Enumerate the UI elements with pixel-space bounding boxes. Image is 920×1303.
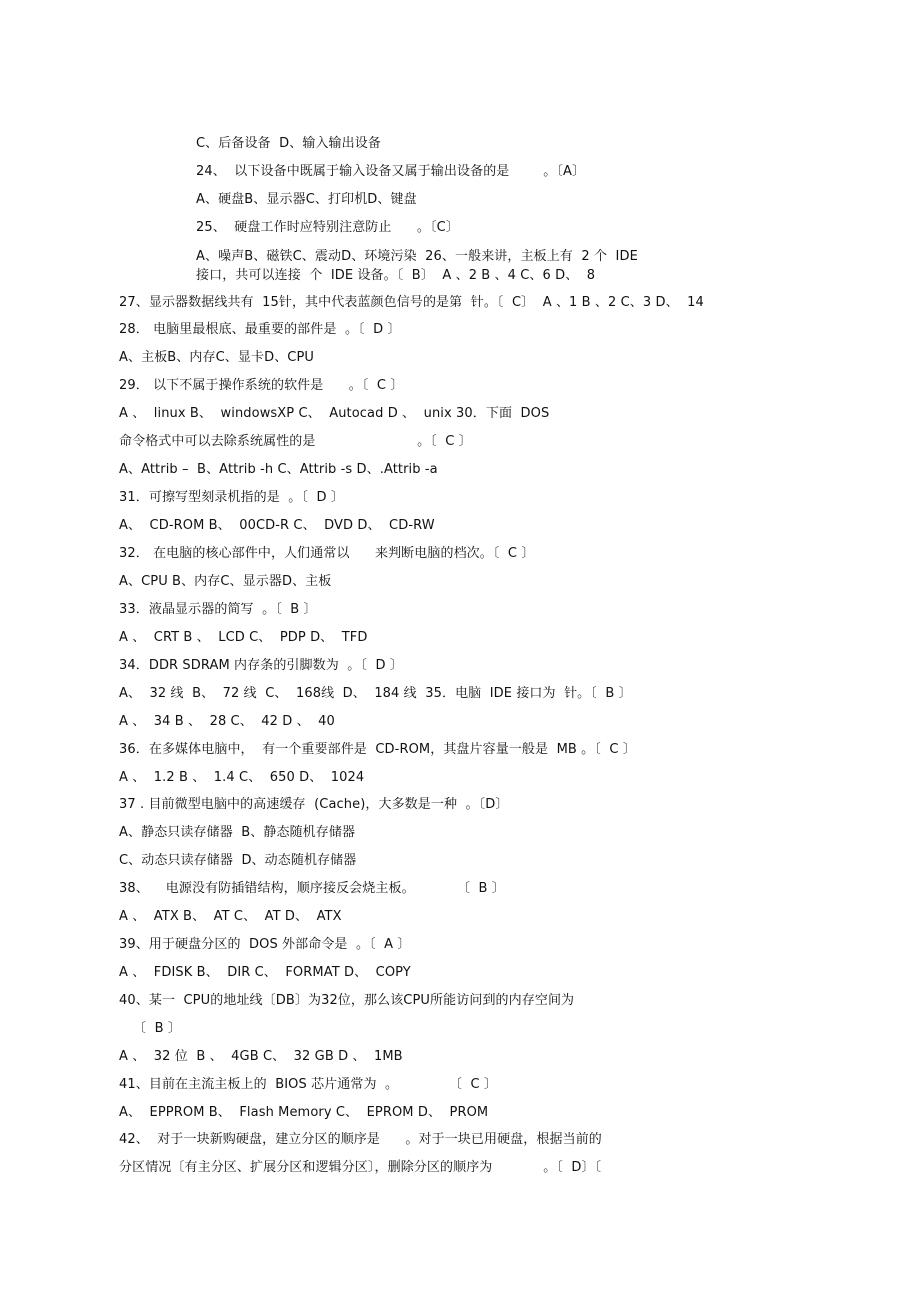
text-line-q40-answer: 〔 B 〕 bbox=[133, 1021, 181, 1036]
text-line-q37-options-ab: A、静态只读存储器 B、静态随机存储器 bbox=[119, 825, 356, 840]
text-line-q28-options: A、主板B、内存C、显卡D、CPU bbox=[119, 350, 315, 365]
text-line-q32: 32． 在电脑的核心部件中，人们通常以 来判断电脑的档次。〔 C 〕 bbox=[119, 546, 535, 561]
text-line-q30-options: A、Attrib – B、Attrib -h C、Attrib -s D、.Attrib -a bbox=[119, 462, 438, 477]
text-line-q24-options: A、硬盘B、显示器C、打印机D、键盘 bbox=[196, 192, 417, 207]
text-line-q29: 29． 以下不属于操作系统的软件是 。〔 C 〕 bbox=[119, 378, 404, 393]
text-line-q25-options-q26: A、噪声B、磁铁C、震动D、环境污染 26、一般来讲，主板上有 2 个 IDE bbox=[196, 249, 638, 264]
text-line-q26-cont: 接口，共可以连接 个 IDE 设备。〔 B〕 A 、2 B 、4 C、6 D、 8 bbox=[196, 268, 596, 283]
text-line-q40: 40、某一 CPU的地址线〔DB〕为32位，那么该CPU所能访问到的内存空间为 bbox=[119, 993, 575, 1008]
text-line-q25: 25、 硬盘工作时应特别注意防止 。〔C〕 bbox=[196, 220, 459, 235]
text-line-q40-options: A 、 32 位 B 、 4GB C、 32 GB D 、 1MB bbox=[119, 1049, 403, 1064]
text-line-q42-cont: 分区情况〔有主分区、扩展分区和逻辑分区〕，删除分区的顺序为 。〔 D〕〔 bbox=[119, 1160, 602, 1175]
text-line-q28: 28． 电脑里最根底、最重要的部件是 。〔 D 〕 bbox=[119, 322, 401, 337]
text-line-q36-options: A 、 1.2 B 、 1.4 C、 650 D、 1024 bbox=[119, 770, 365, 785]
text-line-q37: 37 . 目前微型电脑中的高速缓存 (Cache)，大多数是一种 。〔D〕 bbox=[119, 797, 509, 812]
text-line-q35-options: A 、 34 B 、 28 C、 42 D 、 40 bbox=[119, 714, 335, 729]
text-line-q36: 36．在多媒体电脑中， 有一个重要部件是 CD-ROM，其盘片容量一般是 MB 。〔 C 〕 bbox=[119, 742, 636, 757]
text-line-q31: 31．可擦写型刻录机指的是 。〔 D 〕 bbox=[119, 490, 344, 505]
text-line-q38: 38、 电源没有防插错结构，顺序接反会烧主板。 〔 B 〕 bbox=[119, 881, 505, 896]
text-line-q41-options: A、 EPPROM B、 Flash Memory C、 EPROM D、 PROM bbox=[119, 1105, 489, 1120]
text-line-q33-options: A 、 CRT B 、 LCD C、 PDP D、 TFD bbox=[119, 630, 368, 645]
text-line-q31-options: A、 CD-ROM B、 00CD-R C、 DVD D、 CD-RW bbox=[119, 518, 435, 533]
text-line-q27: 27、显示器数据线共有 15针，其中代表蓝颜色信号的是第 针。〔 C〕 A 、1 B 、2 C、3 D、 14 bbox=[119, 295, 704, 310]
text-line-q39-options: A 、 FDISK B、 DIR C、 FORMAT D、 COPY bbox=[119, 965, 411, 980]
text-line-q33: 33．液晶显示器的简写 。〔 B 〕 bbox=[119, 602, 317, 617]
text-line-q30-cont: 命令格式中可以去除系统属性的是 。〔 C 〕 bbox=[119, 434, 472, 449]
text-line-q39: 39、用于硬盘分区的 DOS 外部命令是 。〔 A 〕 bbox=[119, 937, 411, 952]
text-line-q32-options: A、CPU B、内存C、显示器D、主板 bbox=[119, 574, 332, 589]
text-line-q24: 24、 以下设备中既属于输入设备又属于输出设备的是 。〔A〕 bbox=[196, 164, 586, 179]
text-line-q37-options-cd: C、动态只读存储器 D、动态随机存储器 bbox=[119, 853, 357, 868]
text-line-q42: 42、 对于一块新购硬盘，建立分区的顺序是 。对于一块已用硬盘，根据当前的 bbox=[119, 1132, 602, 1147]
text-line-q34: 34．DDR SDRAM 内存条的引脚数为 。〔 D 〕 bbox=[119, 658, 403, 673]
text-line-q34-options-q35: A、 32 线 B、 72 线 C、 168线 D、 184 线 35．电脑 IDE 接口为 针。〔 B 〕 bbox=[119, 686, 632, 701]
text-line-q23-options: C、后备设备 D、输入输出设备 bbox=[196, 136, 381, 151]
text-line-q29-options-q30: A 、 linux B、 windowsXP C、 Autocad D 、 unix 30．下面 DOS bbox=[119, 406, 550, 421]
text-line-q41: 41、目前在主流主板上的 BIOS 芯片通常为 。 〔 C 〕 bbox=[119, 1077, 498, 1092]
text-line-q38-options: A 、 ATX B、 AT C、 AT D、 ATX bbox=[119, 909, 342, 924]
